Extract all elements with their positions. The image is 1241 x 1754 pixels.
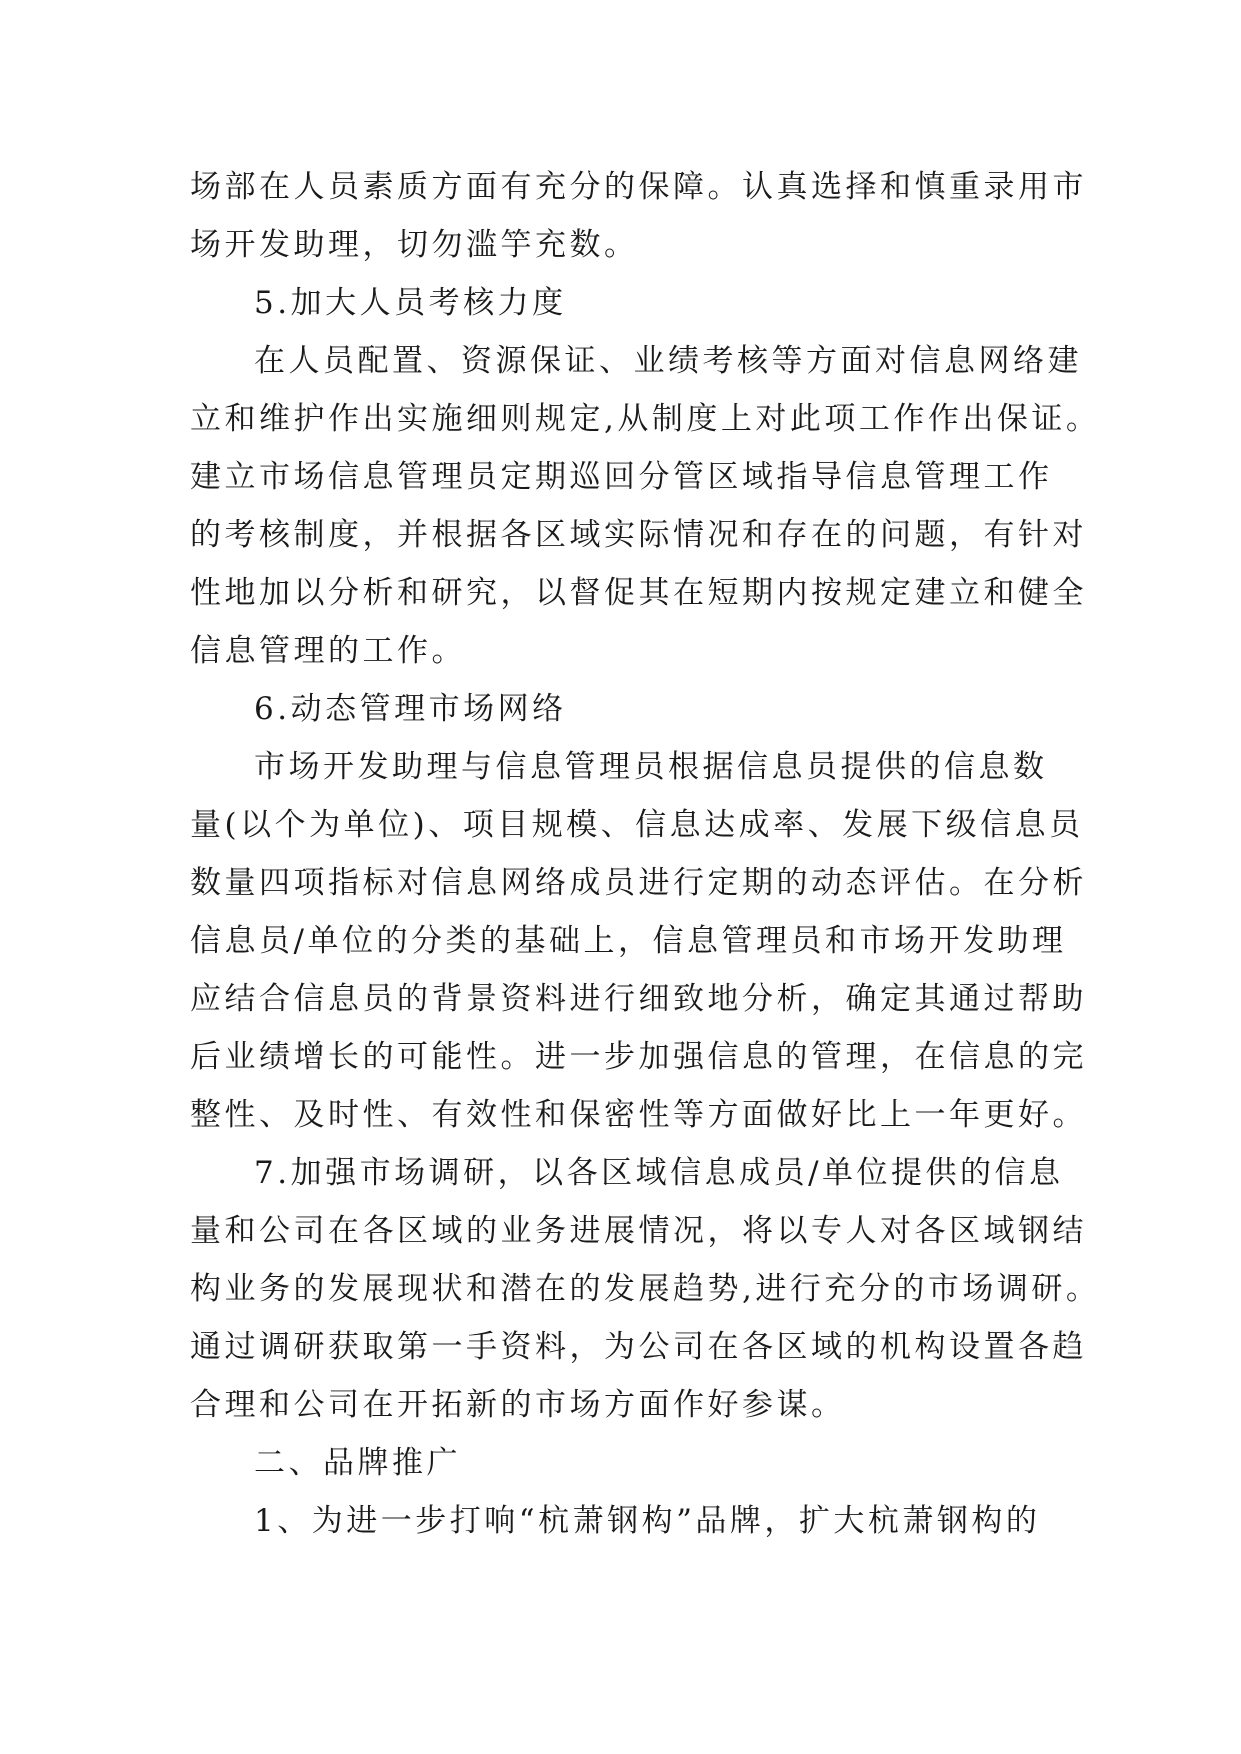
text-line: 量(以个为单位)、项目规模、信息达成率、发展下级信息员 <box>190 807 1084 843</box>
text-line: 信息员/单位的分类的基础上，信息管理员和市场开发助理 <box>190 923 1067 959</box>
section-heading: 5.加大人员考核力度 <box>254 285 567 321</box>
text-line: 应结合信息员的背景资料进行细致地分析，确定其通过帮助 <box>190 981 1087 1017</box>
text-line: 场部在人员素质方面有充分的保障。认真选择和慎重录用市 <box>190 169 1087 205</box>
text-line: 后业绩增长的可能性。进一步加强信息的管理，在信息的完 <box>190 1039 1087 1075</box>
text-line: 立和维护作出实施细则规定,从制度上对此项工作作出保证。 <box>190 401 1101 437</box>
section-heading: 二、品牌推广 <box>254 1445 461 1481</box>
text-line: 建立市场信息管理员定期巡回分管区域指导信息管理工作 <box>190 459 1053 495</box>
document-body <box>190 158 1101 1550</box>
text-line: 场开发助理，切勿滥竽充数。 <box>190 227 639 263</box>
paragraph-first-line: 7.加强市场调研，以各区域信息成员/单位提供的信息 <box>254 1155 1064 1191</box>
text-line: 通过调研获取第一手资料，为公司在各区域的机构设置各趋 <box>190 1329 1087 1365</box>
text-line: 性地加以分析和研究，以督促其在短期内按规定建立和健全 <box>190 575 1087 611</box>
text-line: 的考核制度，并根据各区域实际情况和存在的问题，有针对 <box>190 517 1087 553</box>
text-line: 构业务的发展现状和潜在的发展趋势,进行充分的市场调研。 <box>190 1271 1101 1307</box>
text-line: 信息管理的工作。 <box>190 633 466 669</box>
text-line: 整性、及时性、有效性和保密性等方面做好比上一年更好。 <box>190 1097 1087 1133</box>
paragraph-first-line: 市场开发助理与信息管理员根据信息员提供的信息数 <box>254 749 1048 785</box>
text-line: 合理和公司在开拓新的市场方面作好参谋。 <box>190 1387 846 1423</box>
text-line: 数量四项指标对信息网络成员进行定期的动态评估。在分析 <box>190 865 1087 901</box>
paragraph-first-line: 在人员配置、资源保证、业绩考核等方面对信息网络建 <box>254 343 1082 379</box>
section-heading: 6.动态管理市场网络 <box>254 691 567 727</box>
text-line: 量和公司在各区域的业务进展情况，将以专人对各区域钢结 <box>190 1213 1087 1249</box>
paragraph-first-line: 1、为进一步打响“杭萧钢构”品牌，扩大杭萧钢构的 <box>254 1503 1041 1539</box>
